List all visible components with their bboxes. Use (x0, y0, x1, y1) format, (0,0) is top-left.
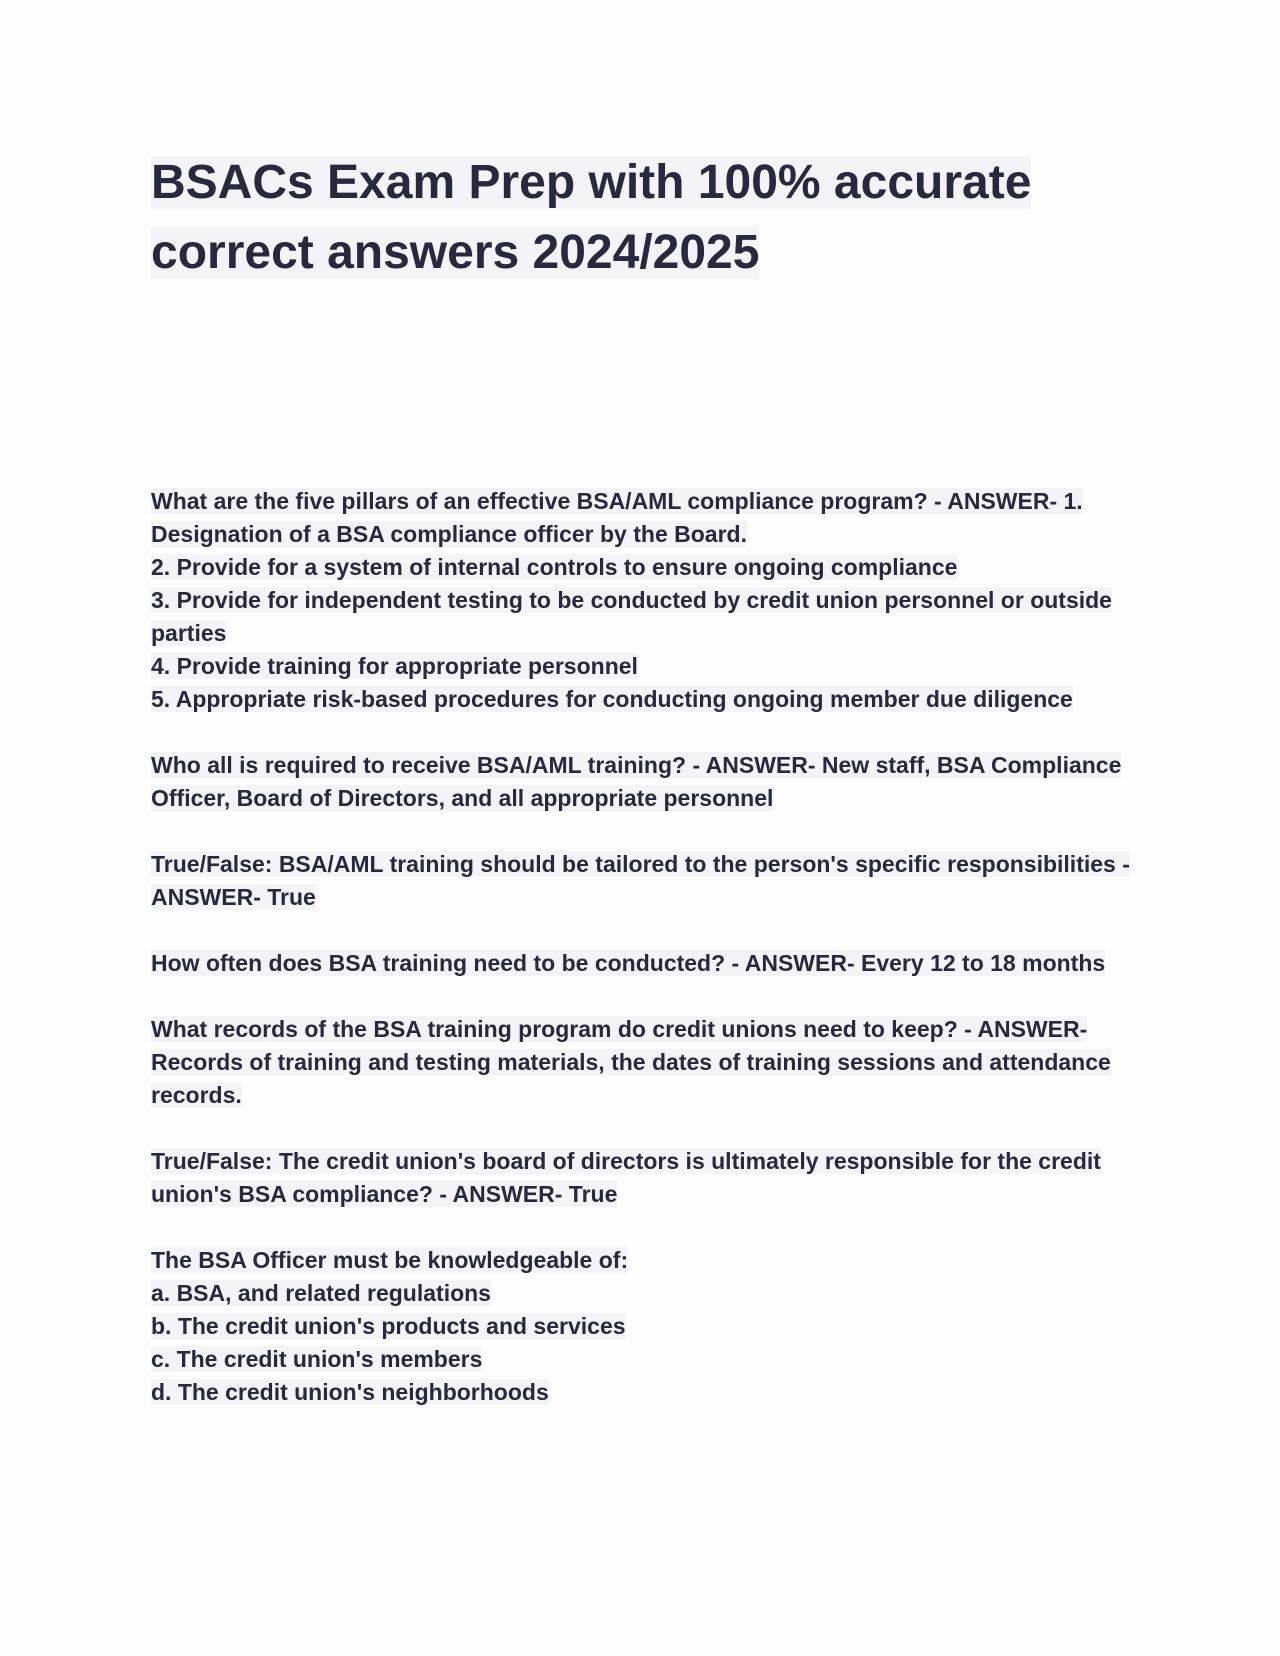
qa-item-tailored-training (151, 848, 1136, 914)
qa-line: 2. Provide for a system of internal controls to ensure ongoing compliance (151, 554, 958, 580)
qa-line: d. The credit union's neighborhoods (151, 1379, 549, 1405)
document-title-text: BSACs Exam Prep with 100% accurate correct answers 2024/2025 (151, 156, 1032, 279)
qa-line: What are the five pillars of an effective BSA/AML compliance program? - ANSWER- 1. Designation of a BSA compliance officer by the Board. (151, 488, 1083, 547)
qa-line: What records of the BSA training program do credit unions need to keep? - ANSWER- Records of training and testing materials, the dates of training sessions and attendance records. (151, 1016, 1111, 1108)
qa-item-pillars (151, 485, 1136, 716)
qa-item-board-responsibility (151, 1145, 1136, 1211)
qa-item-training-frequency (151, 947, 1136, 980)
qa-item-bsa-officer-knowledge (151, 1244, 1136, 1409)
qa-line: 4. Provide training for appropriate personnel (151, 653, 638, 679)
qa-line: a. BSA, and related regulations (151, 1280, 491, 1306)
qa-line: Who all is required to receive BSA/AML training? - ANSWER- New staff, BSA Compliance Officer, Board of Directors, and all appropriate personnel (151, 752, 1122, 811)
qa-list (151, 485, 1136, 1442)
qa-line: b. The credit union's products and services (151, 1313, 626, 1339)
qa-line: c. The credit union's members (151, 1346, 483, 1372)
qa-item-training-recipients (151, 749, 1136, 815)
qa-item-training-records (151, 1013, 1136, 1112)
document-page (151, 148, 1136, 288)
qa-line: The BSA Officer must be knowledgeable of: (151, 1247, 629, 1273)
qa-line: True/False: The credit union's board of directors is ultimately responsible for the credit union's BSA compliance? - ANSWER- True (151, 1148, 1101, 1207)
qa-line: 5. Appropriate risk-based procedures for conducting ongoing member due diligence (151, 686, 1073, 712)
qa-line: How often does BSA training need to be conducted? - ANSWER- Every 12 to 18 months (151, 950, 1106, 976)
document-title (151, 148, 1136, 288)
qa-line: True/False: BSA/AML training should be tailored to the person's specific responsibilities - ANSWER- True (151, 851, 1130, 910)
qa-line: 3. Provide for independent testing to be conducted by credit union personnel or outside parties (151, 587, 1112, 646)
